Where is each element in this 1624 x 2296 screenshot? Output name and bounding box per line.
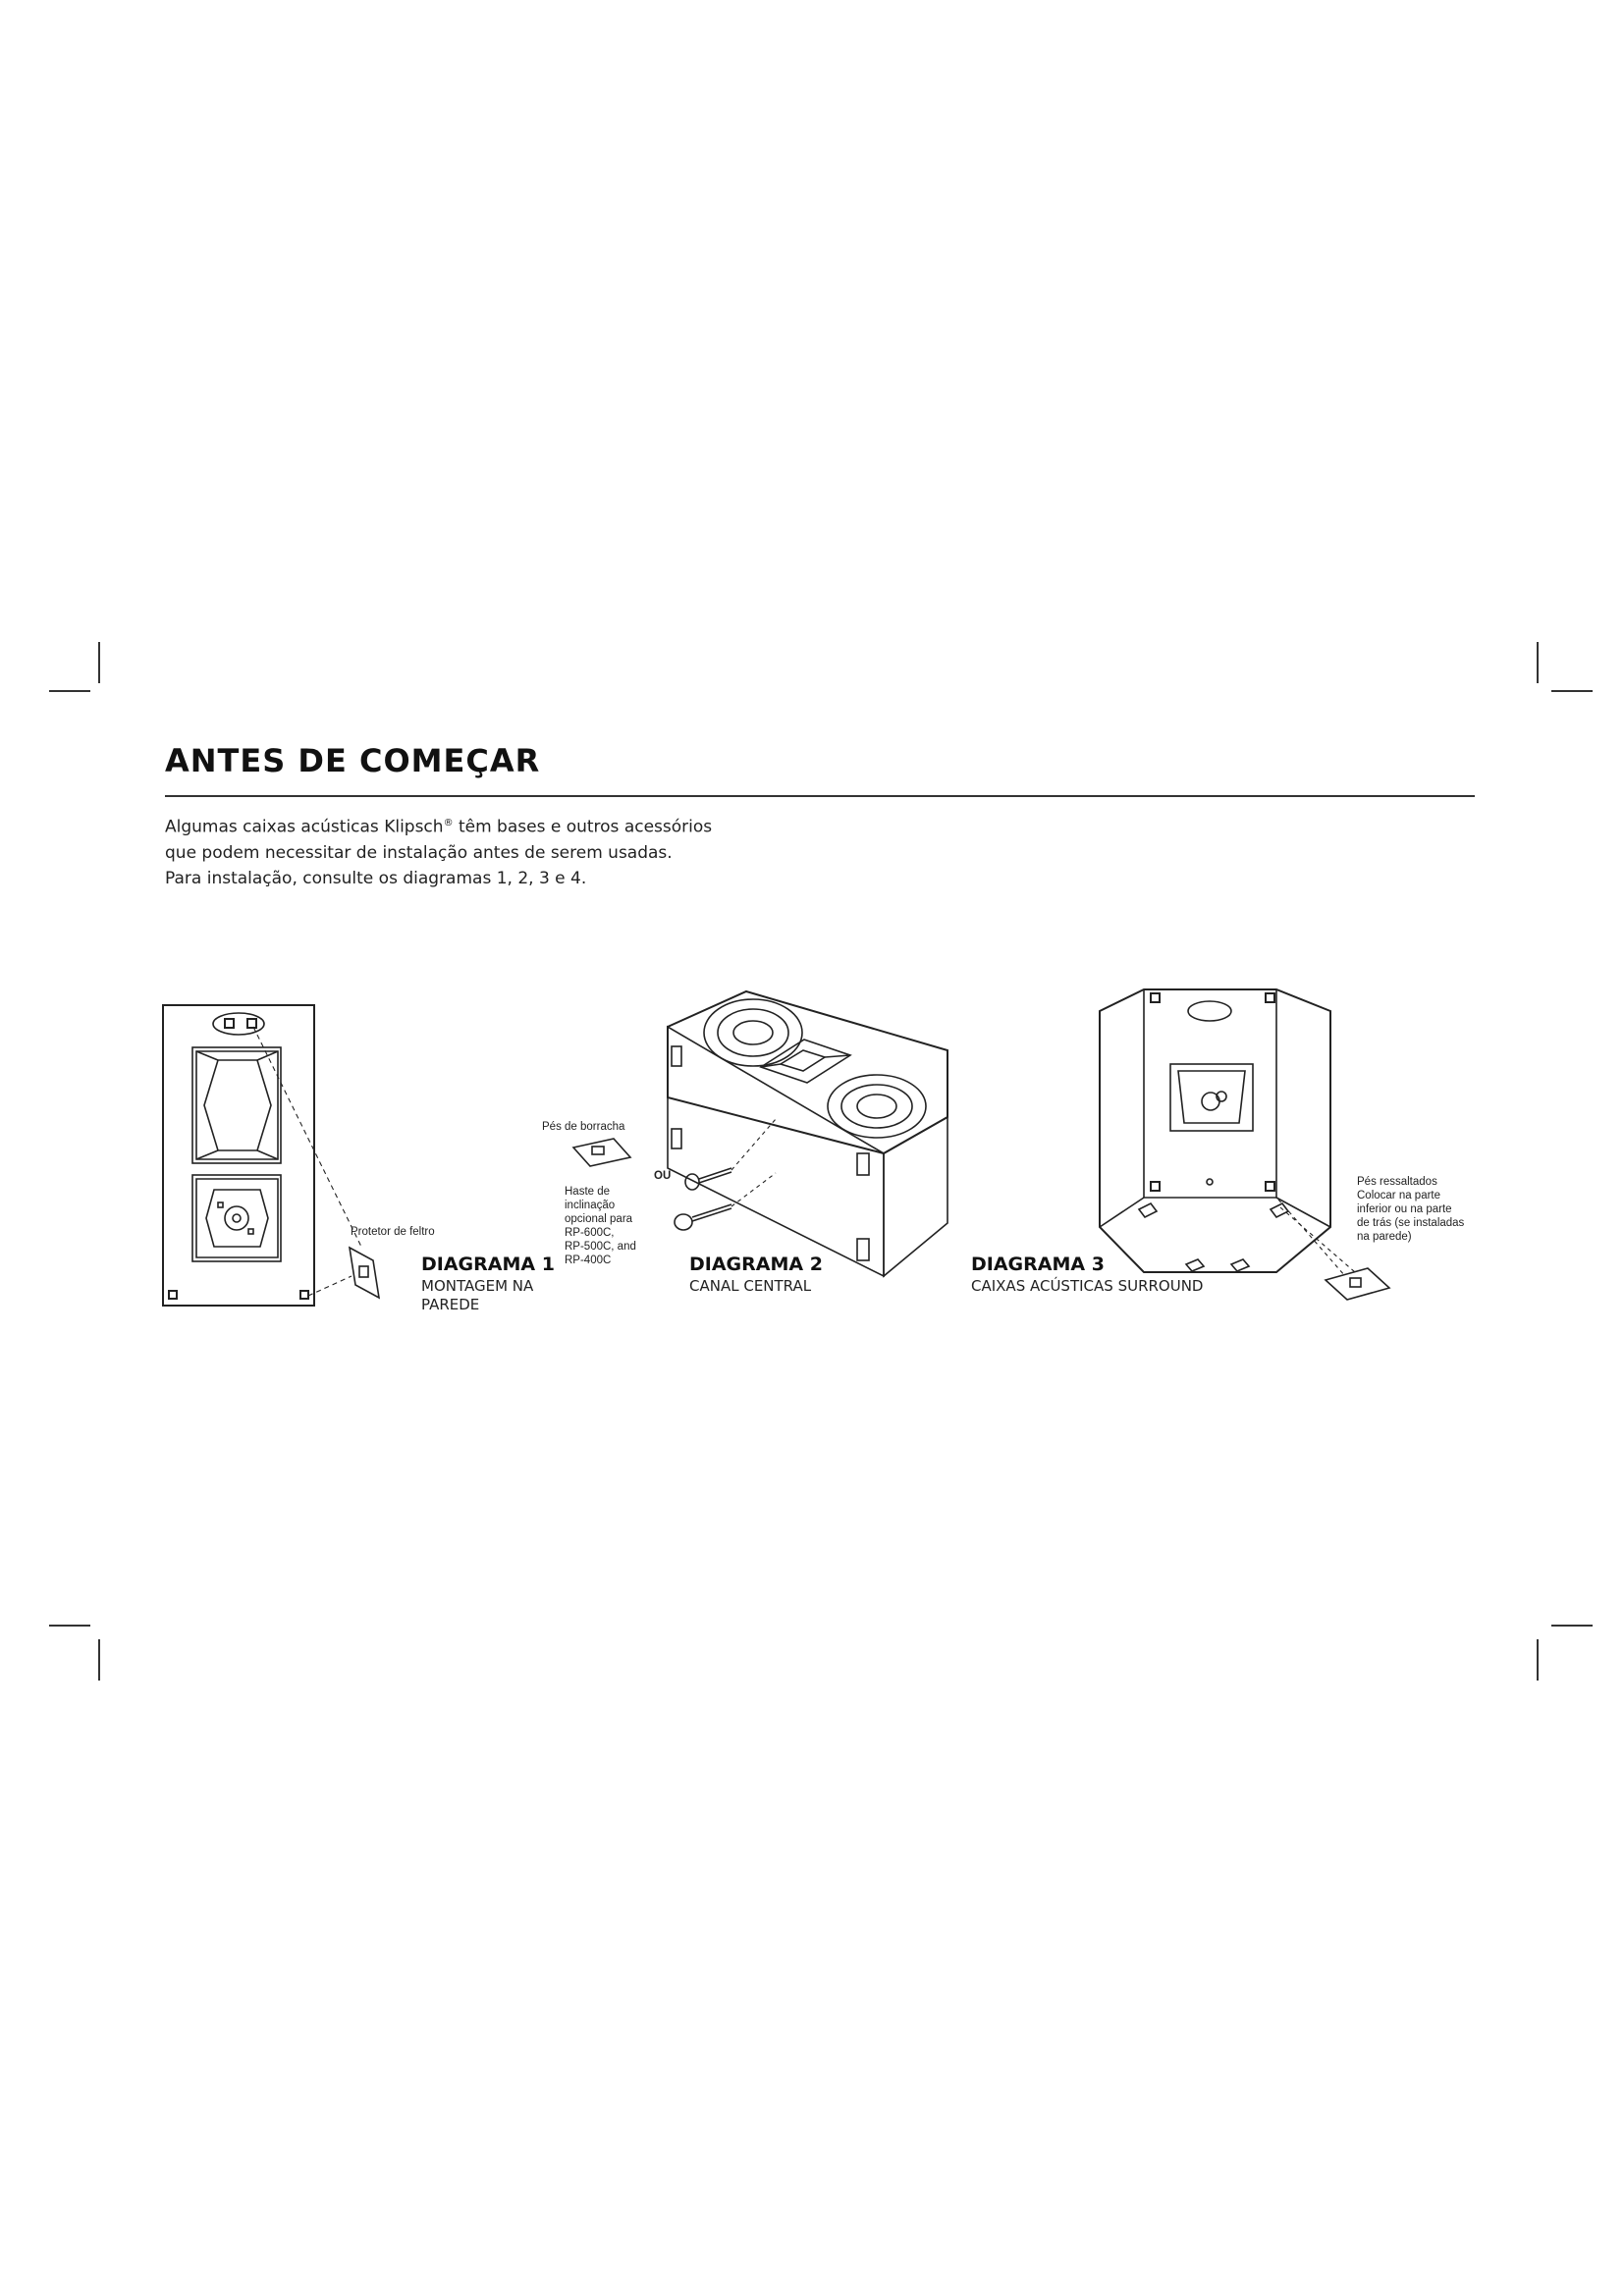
intro-line-1-end: têm bases e outros acessórios <box>453 817 713 837</box>
feet-label-line: Pés ressaltados <box>1357 1176 1437 1188</box>
diagram1-speaker-illustration <box>163 1005 379 1306</box>
rod-label-line: Haste de <box>565 1186 611 1198</box>
rod-label-line: RP-500C, and <box>565 1241 636 1253</box>
intro-line-1-start: Algumas caixas acústicas Klipsch <box>165 817 444 837</box>
feet-label-line: na parede) <box>1357 1231 1412 1243</box>
diagram1-subtitle-line1: MONTAGEM NA <box>421 1277 534 1295</box>
registered-mark: ® <box>443 818 454 828</box>
rod-label-line: inclinação <box>565 1200 616 1211</box>
feet-label-line: Colocar na parte <box>1357 1190 1441 1201</box>
diagram3-speaker-illustration <box>1100 989 1389 1300</box>
diagram3-feet-label <box>1357 1175 1464 1244</box>
intro-line-2: que podem necessitar de instalação antes de serem usadas. <box>165 842 673 863</box>
diagram1-subtitle-line2: PAREDE <box>421 1296 480 1313</box>
diagram2-title: DIAGRAMA 2 <box>689 1254 823 1275</box>
diagram3-title: DIAGRAMA 3 <box>971 1254 1105 1275</box>
section-title: ANTES DE COMEÇAR <box>165 742 541 779</box>
feet-label-line: inferior ou na parte <box>1357 1203 1452 1215</box>
rod-label-line: RP-600C, <box>565 1227 615 1239</box>
diagram2-rod-label <box>565 1185 636 1267</box>
rod-label-line: RP-400C <box>565 1255 612 1266</box>
diagram1-felt-label: Protetor de feltro <box>351 1226 435 1238</box>
diagram3-subtitle: CAIXAS ACÚSTICAS SURROUND <box>971 1277 1204 1295</box>
intro-line-3: Para instalação, consulte os diagramas 1, 2, 3 e 4. <box>165 868 587 888</box>
diagram2-or-label: OU <box>654 1170 672 1182</box>
diagram2-subtitle: CANAL CENTRAL <box>689 1277 812 1295</box>
rod-label-line: opcional para <box>565 1213 633 1225</box>
diagram2-rubber-feet-label: Pés de borracha <box>542 1121 625 1133</box>
diagram1-title: DIAGRAMA 1 <box>421 1254 555 1275</box>
feet-label-line: de trás (se instaladas <box>1357 1217 1465 1229</box>
